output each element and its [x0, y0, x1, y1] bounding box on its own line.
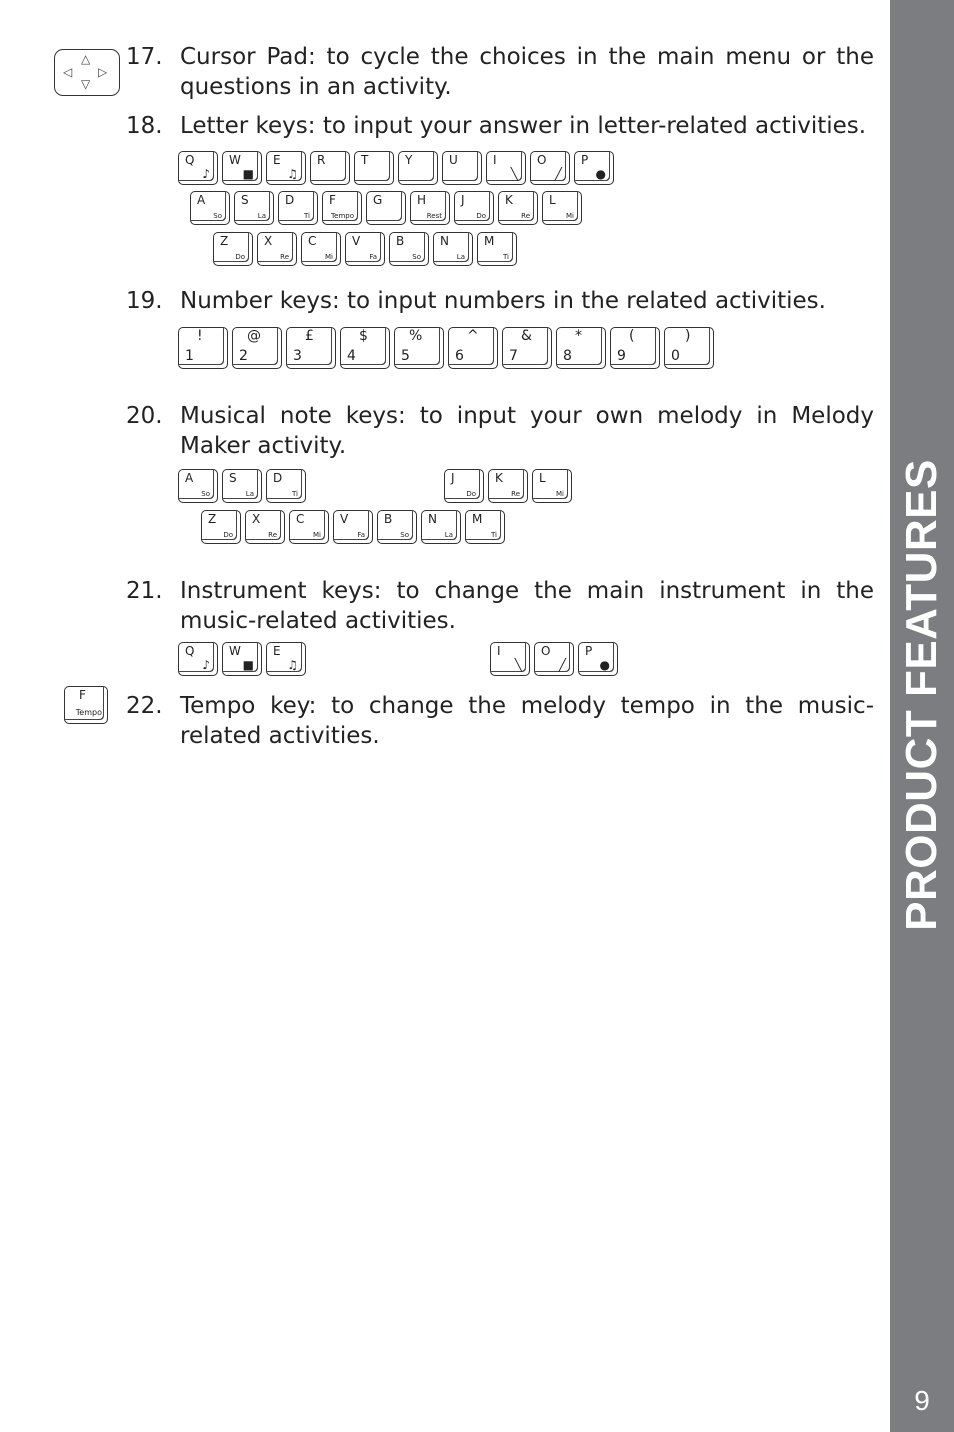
key-9[interactable]: ( 9 [610, 327, 660, 369]
key-a[interactable]: A So [178, 469, 218, 503]
letter-keys-row-3 [213, 232, 517, 266]
key-a[interactable]: A So [190, 191, 230, 225]
key-j[interactable]: J Do [444, 469, 484, 503]
key-c[interactable]: C Mi [289, 510, 329, 544]
item-number: 19. [126, 288, 163, 314]
item-number: 20. [126, 403, 163, 429]
feature-item-19 [126, 286, 874, 316]
instrument-keys-row [178, 642, 618, 676]
item-number: 18. [126, 113, 163, 139]
key-k[interactable]: K Re [498, 191, 538, 225]
key-o[interactable]: O ╱ [534, 642, 574, 676]
key-g[interactable]: G [366, 191, 406, 225]
key-x[interactable]: X Re [257, 232, 297, 266]
page-number: 9 [914, 1385, 930, 1416]
key-h[interactable]: H Rest [410, 191, 450, 225]
note-keys-row-1 [178, 469, 572, 503]
key-n[interactable]: N La [421, 510, 461, 544]
key-m[interactable]: M Ti [477, 232, 517, 266]
item-number: 17. [126, 44, 163, 70]
item-text: Tempo key: to change the melody tempo in the music-related activities. [180, 693, 874, 749]
key-t[interactable]: T [354, 151, 394, 185]
item-text: Musical note keys: to input your own melody in Melody Maker activity. [180, 403, 874, 459]
bell-icon: ● [595, 167, 606, 181]
key-3[interactable]: £ 3 [286, 327, 336, 369]
key-j[interactable]: J Do [454, 191, 494, 225]
key-7[interactable]: & 7 [502, 327, 552, 369]
drum-icon: ♫ [287, 658, 298, 672]
note-keys-row-2 [201, 510, 505, 544]
item-text: Cursor Pad: to cycle the choices in the main menu or the questions in an activity. [180, 44, 874, 100]
key-z[interactable]: Z Do [201, 510, 241, 544]
key-v[interactable]: V Fa [333, 510, 373, 544]
key-l[interactable]: L Mi [532, 469, 572, 503]
feature-item-17 [126, 42, 874, 102]
key-u[interactable]: U [442, 151, 482, 185]
key-i[interactable]: I ╲ [490, 642, 530, 676]
arrow-down-icon: ▽ [81, 77, 91, 91]
item-number: 21. [126, 578, 163, 604]
key-d[interactable]: D Ti [278, 191, 318, 225]
flute-icon: ╲ [510, 167, 518, 181]
saxophone-icon: ♪ [202, 658, 210, 672]
key-m[interactable]: M Ti [465, 510, 505, 544]
item-text: Number keys: to input numbers in the related activities. [180, 288, 826, 314]
key-6[interactable]: ^ 6 [448, 327, 498, 369]
key-i[interactable]: I ╲ [486, 151, 526, 185]
feature-item-21 [126, 576, 874, 636]
key-w[interactable]: W ■ [222, 151, 262, 185]
key-p[interactable]: P ● [574, 151, 614, 185]
drum-icon: ♫ [287, 167, 298, 181]
key-w[interactable]: W ■ [222, 642, 262, 676]
bell-icon: ● [599, 658, 610, 672]
key-v[interactable]: V Fa [345, 232, 385, 266]
arrow-up-icon: △ [81, 52, 91, 66]
saxophone-icon: ♪ [202, 167, 210, 181]
key-s[interactable]: S La [234, 191, 274, 225]
tempo-key-icon: F Tempo [64, 686, 108, 724]
key-2[interactable]: @ 2 [232, 327, 282, 369]
arrow-right-icon: ▷ [98, 65, 108, 79]
letter-keys-row-1 [178, 151, 614, 185]
key-p[interactable]: P ● [578, 642, 618, 676]
key-y[interactable]: Y [398, 151, 438, 185]
key-x[interactable]: X Re [245, 510, 285, 544]
item-text: Instrument keys: to change the main instrument in the music-related activities. [180, 578, 874, 634]
key-c[interactable]: C Mi [301, 232, 341, 266]
key-b[interactable]: B So [377, 510, 417, 544]
accordion-icon: ■ [242, 167, 254, 181]
accordion-icon: ■ [242, 658, 254, 672]
key-b[interactable]: B So [389, 232, 429, 266]
key-z[interactable]: Z Do [213, 232, 253, 266]
key-s[interactable]: S La [222, 469, 262, 503]
key-0[interactable]: ) 0 [664, 327, 714, 369]
key-l[interactable]: L Mi [542, 191, 582, 225]
number-keys-row [178, 327, 714, 369]
key-k[interactable]: K Re [488, 469, 528, 503]
key-1[interactable]: ! 1 [178, 327, 228, 369]
key-n[interactable]: N La [433, 232, 473, 266]
key-5[interactable]: % 5 [394, 327, 444, 369]
letter-keys-row-2 [190, 191, 582, 225]
item-number: 22. [126, 693, 163, 719]
key-q[interactable]: Q ♪ [178, 642, 218, 676]
violin-bow-icon: ╱ [558, 658, 566, 672]
key-e[interactable]: E ♫ [266, 151, 306, 185]
feature-item-18 [126, 111, 874, 141]
key-o[interactable]: O ╱ [530, 151, 570, 185]
key-r[interactable]: R [310, 151, 350, 185]
violin-bow-icon: ╱ [554, 167, 562, 181]
key-8[interactable]: * 8 [556, 327, 606, 369]
item-text: Letter keys: to input your answer in letter-related activities. [180, 113, 867, 139]
key-d[interactable]: D Ti [266, 469, 306, 503]
flute-icon: ╲ [514, 658, 522, 672]
key-q[interactable]: Q ♪ [178, 151, 218, 185]
key-4[interactable]: $ 4 [340, 327, 390, 369]
section-title: PRODUCT FEATURES [897, 459, 946, 931]
feature-item-20 [126, 401, 874, 461]
feature-item-22 [126, 691, 874, 751]
arrow-left-icon: ◁ [63, 65, 73, 79]
key-e[interactable]: E ♫ [266, 642, 306, 676]
key-f[interactable]: F Tempo [322, 191, 362, 225]
cursor-pad-icon [54, 49, 120, 96]
